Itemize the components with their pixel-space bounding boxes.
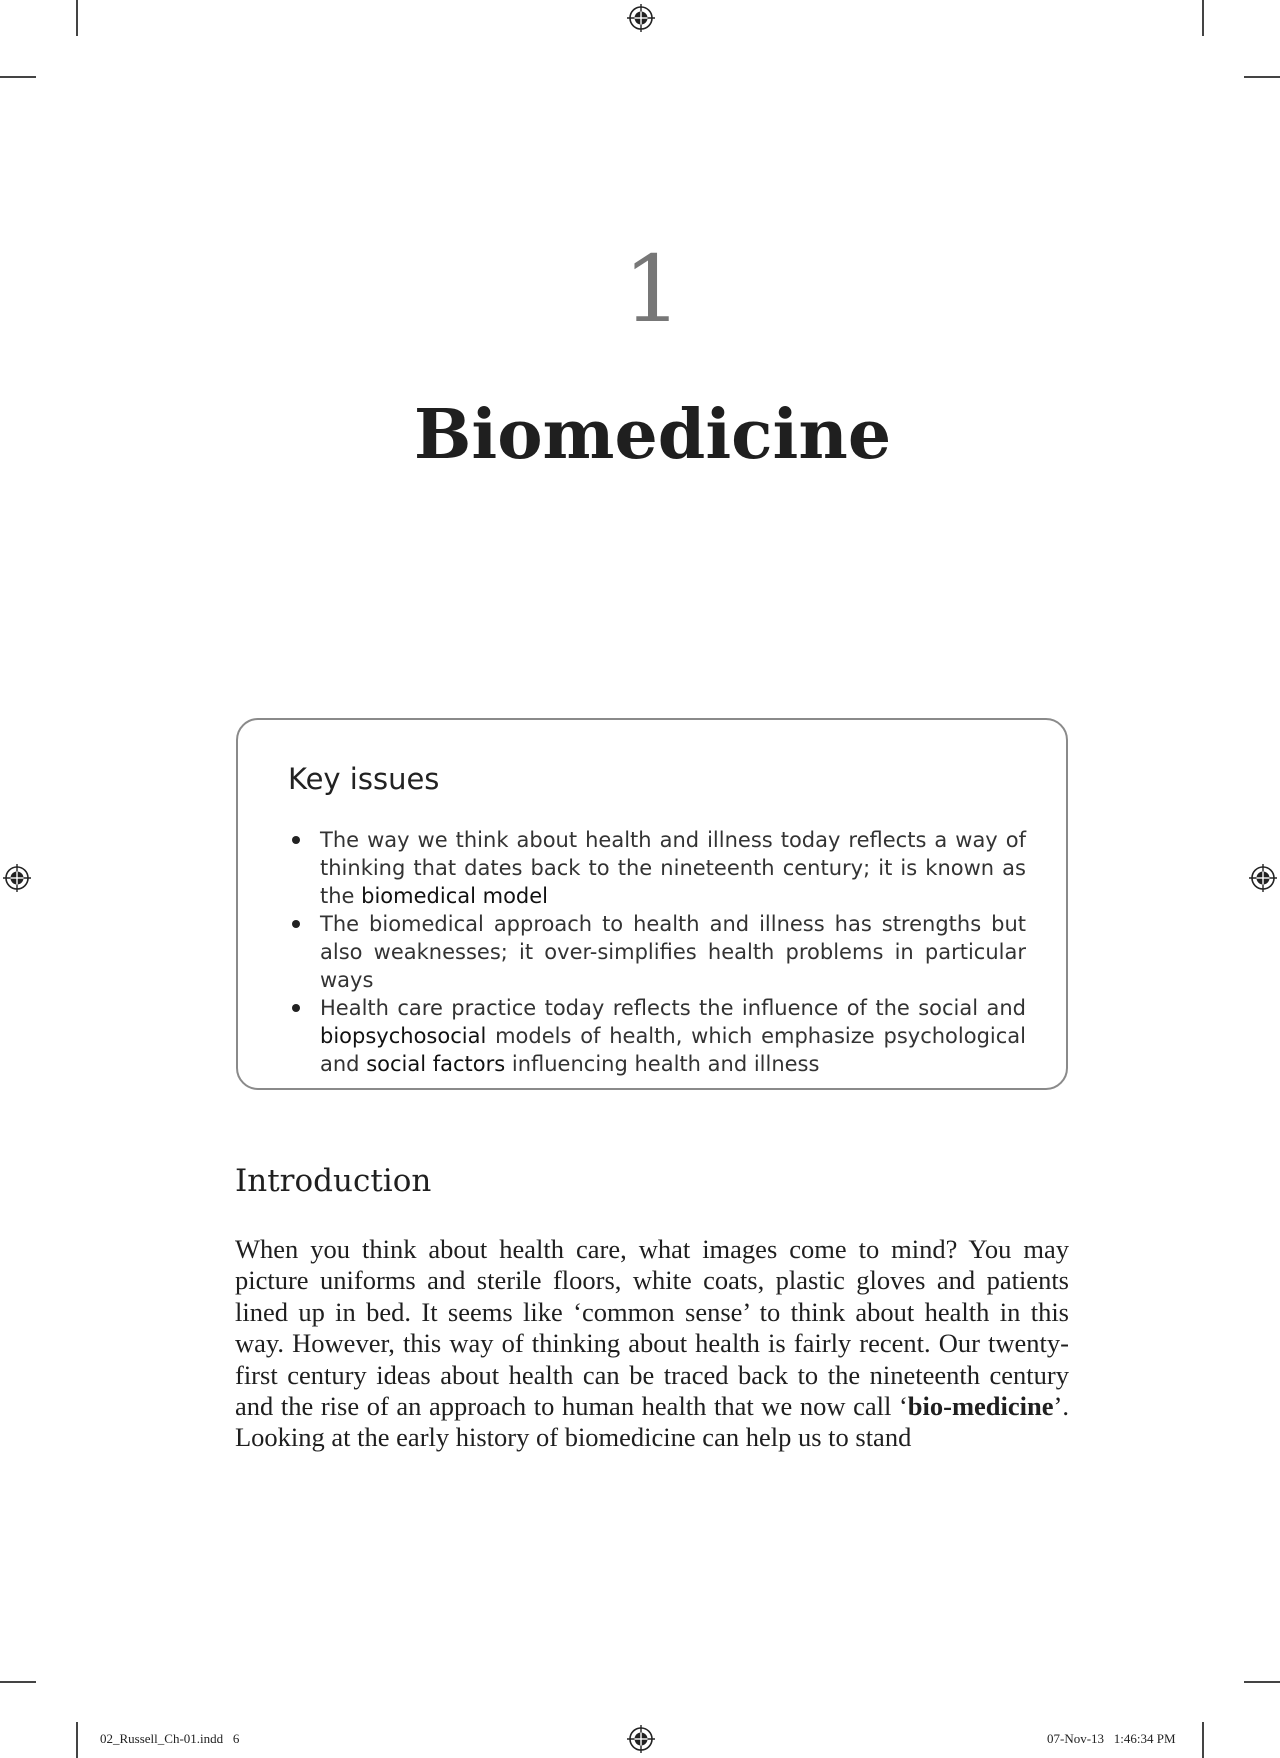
slug-filename: 02_Russell_Ch-01.indd 6 <box>100 1731 240 1746</box>
crop-mark <box>1202 1722 1204 1758</box>
list-item <box>288 826 1026 910</box>
key-issue-text: Health care practice today reflects the influence of the social and <box>320 996 1026 1020</box>
list-item <box>288 910 1026 994</box>
registration-mark-icon <box>1249 864 1277 892</box>
key-term: bio-medicine <box>907 1391 1054 1422</box>
key-issues-heading: Key issues <box>288 762 440 796</box>
key-term: biomedical model <box>361 884 549 908</box>
chapter-number: 1 <box>623 236 682 343</box>
key-issue-text: The way we think about health and illness today reflects a way of thinking that dates back to the nineteenth century; it is known as the <box>320 828 1026 908</box>
section-heading: Introduction <box>235 1163 432 1199</box>
crop-mark <box>76 1722 78 1758</box>
bullet-icon <box>292 836 300 844</box>
paragraph-text: When you think about health care, what images come to mind? You may picture uniforms and sterile floors, white coats, plastic gloves and patients lined up in bed. It seems like ‘common sense’ to think about health in this way. However, this way of thinking about health is fairly recent. Our twenty-first century ideas about health can be traced back to the nineteenth century and the rise of an approach to human health that we now call ‘ <box>235 1234 1069 1422</box>
crop-mark <box>1244 76 1280 78</box>
key-issues-box <box>236 718 1068 1090</box>
crop-mark <box>1244 1681 1280 1683</box>
list-item <box>288 994 1026 1078</box>
key-term: biopsychosocial <box>320 1024 487 1048</box>
body-paragraph <box>235 1234 1069 1454</box>
crop-mark <box>1202 0 1204 36</box>
registration-mark-icon <box>3 864 31 892</box>
chapter-title: Biomedicine <box>413 395 892 475</box>
crop-mark <box>76 0 78 36</box>
slug-timestamp: 07-Nov-13 1:46:34 PM <box>1047 1731 1176 1746</box>
bullet-icon <box>292 1004 300 1012</box>
crop-mark <box>0 76 36 78</box>
key-issue-text: The biomedical approach to health and illness has strengths but also weaknesses; it over-simplifies health problems in particular ways <box>320 912 1026 992</box>
key-issue-text: models of health, which emphasize psychological and <box>320 1024 1026 1076</box>
key-term: social factors <box>366 1052 506 1076</box>
paragraph-text: ’. Looking at the early history of biomedicine can help us to stand <box>235 1391 1069 1453</box>
crop-mark <box>0 1681 36 1683</box>
registration-mark-icon <box>627 4 655 32</box>
registration-mark-icon <box>627 1725 655 1753</box>
bullet-icon <box>292 920 300 928</box>
key-issue-text: influencing health and illness <box>505 1052 820 1076</box>
key-issues-list <box>288 826 1026 1078</box>
